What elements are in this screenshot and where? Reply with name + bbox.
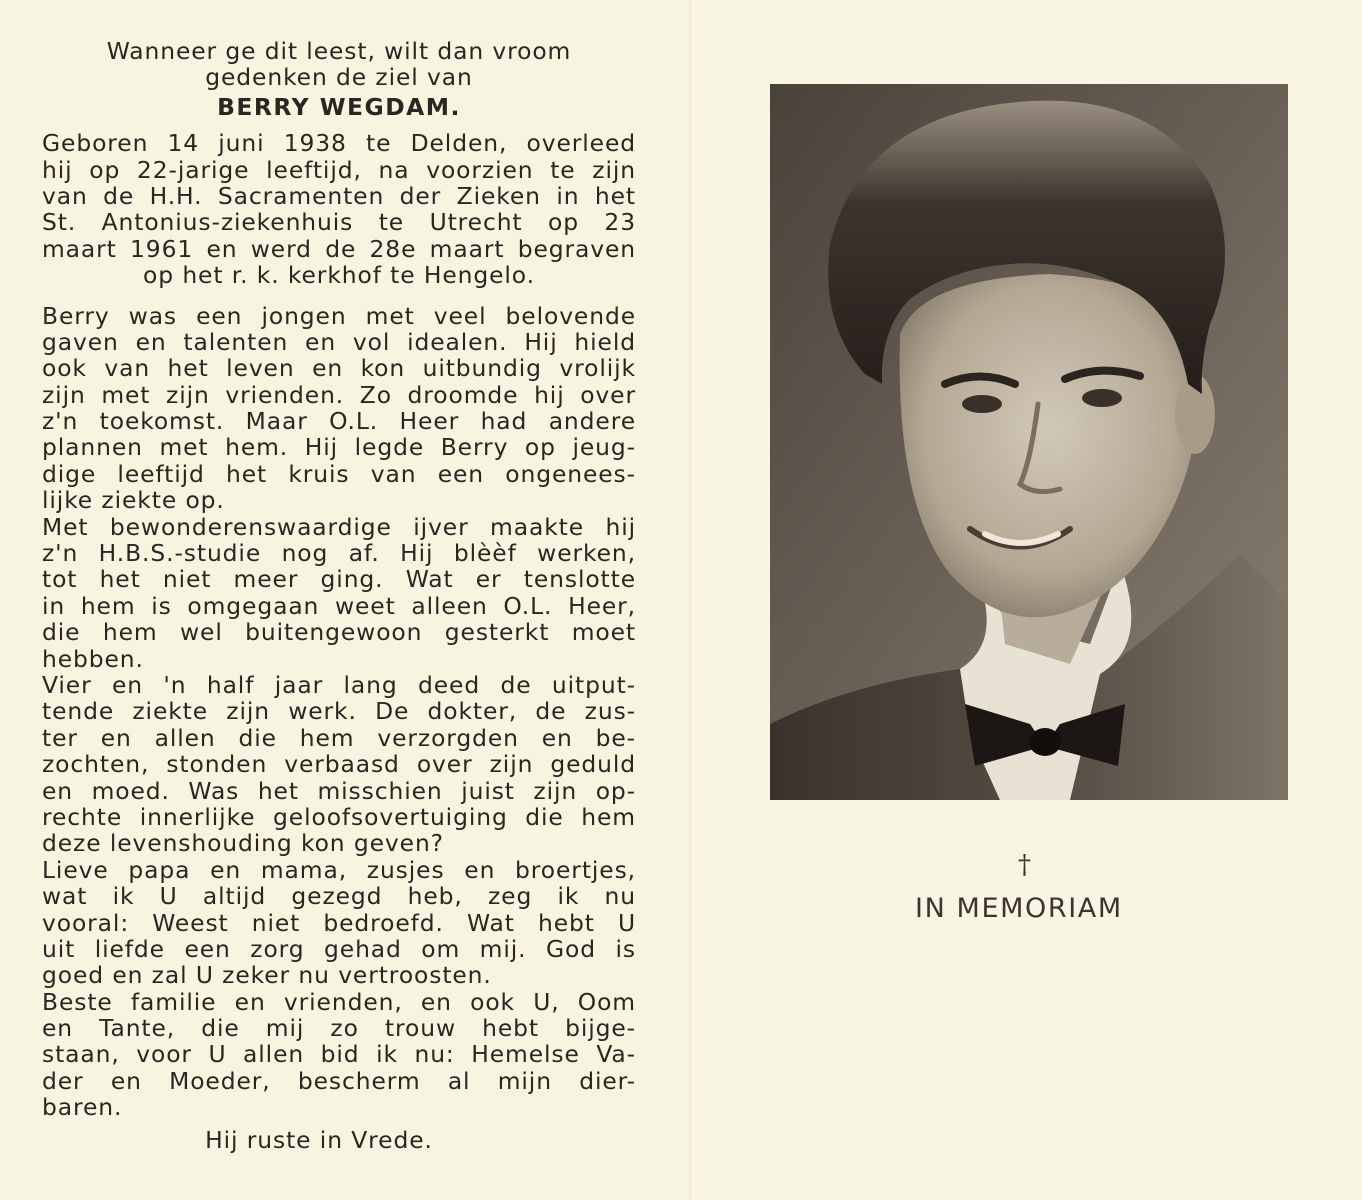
body-paragraph (42, 989, 636, 1121)
body-line: rechte innerlijke geloofsovertuiging die hem (42, 802, 636, 831)
body-line: vooral: Weest niet bedroefd. Wat hebt U (42, 908, 636, 937)
body-line: tende ziekte zijn werk. De dokter, de zus- (42, 697, 636, 726)
body-line: gaven en talenten en vol idealen. Hij hield (42, 327, 636, 356)
body-text (42, 303, 636, 1121)
body-line: Beste familie en vrienden, en ook U, Oom (42, 987, 636, 1016)
portrait-photo (770, 84, 1288, 800)
body-paragraph (42, 672, 636, 857)
body-paragraph (42, 514, 636, 672)
body-line: en Tante, die mij zo trouw hebt bijge- (42, 1014, 636, 1043)
bio-block (42, 130, 636, 288)
body-line: staan, voor U allen bid ik nu: Hemelse Va- (42, 1040, 636, 1069)
body-paragraph (42, 303, 636, 514)
body-line: ter en allen die hem verzorgden en be- (42, 723, 636, 752)
intro-line: gedenken de ziel van (205, 63, 473, 92)
body-line-last: deze levenshouding kon geven? (42, 829, 444, 858)
body-line-last: lijke ziekte op. (42, 486, 225, 515)
intro-line: Wanneer ge dit leest, wilt dan vroom (106, 37, 572, 65)
body-line: Vier en 'n half jaar lang deed de uitput- (42, 670, 636, 699)
body-line: in hem is omgegaan weet alleen O.L. Heer, (42, 591, 636, 620)
body-line-last: hebben. (42, 644, 144, 673)
body-line: ook van het leven en kon uitbundig vrolijk (42, 354, 636, 383)
bio-line: hij op 22-jarige leeftijd, na voorzien te zijn (42, 155, 636, 184)
body-line: Met bewonderenswaardige ijver maakte hij (42, 512, 636, 541)
body-line-last: baren. (42, 1093, 123, 1122)
body-line: zijn met zijn vrienden. Zo droomde hij over (42, 380, 636, 409)
body-line: dige leeftijd het kruis van een ongenees- (42, 459, 636, 488)
closing-line: Hij ruste in Vrede. (205, 1125, 433, 1154)
cross-icon: † (1018, 850, 1031, 880)
body-line: z'n H.B.S.-studie nog af. Hij blèèf werken, (42, 539, 636, 568)
body-line: z'n toekomst. Maar O.L. Heer had andere (42, 407, 636, 436)
body-line: plannen met hem. Hij legde Berry op jeug- (42, 433, 636, 462)
bio-line: maart 1961 en werd de 28e maart begraven (42, 234, 636, 263)
body-line: wat ik U altijd gezegd heb, zeg ik nu (42, 882, 636, 911)
bio-line: van de H.H. Sacramenten der Zieken in het (42, 181, 636, 210)
body-line: en moed. Was het misschien juist zijn op- (42, 776, 636, 805)
body-line: der en Moeder, bescherm al mijn dier- (42, 1066, 636, 1095)
bio-line: op het r. k. kerkhof te Hengelo. (143, 261, 535, 290)
body-line: die hem wel buitengewoon gesterkt moet (42, 618, 636, 647)
in-memoriam-label: IN MEMORIAM (915, 893, 1123, 924)
body-paragraph (42, 857, 636, 989)
body-line: Lieve papa en mama, zusjes en broertjes, (42, 855, 636, 884)
bio-line: Geboren 14 juni 1938 te Delden, overleed (42, 129, 636, 158)
body-line-last: goed en zal U zeker nu vertroosten. (42, 961, 492, 990)
body-line: zochten, stonden verbaasd over zijn geduld (42, 750, 636, 779)
body-line: uit liefde een zorg gehad om mij. God is (42, 934, 636, 963)
bio-line: St. Antonius-ziekenhuis te Utrecht op 23 (42, 208, 636, 237)
body-line: tot het niet meer ging. Wat er tenslotte (42, 565, 636, 594)
memorial-text (42, 38, 636, 1153)
body-line: Berry was een jongen met veel belovende (42, 301, 636, 330)
deceased-name: BERRY WEGDAM. (217, 92, 461, 121)
